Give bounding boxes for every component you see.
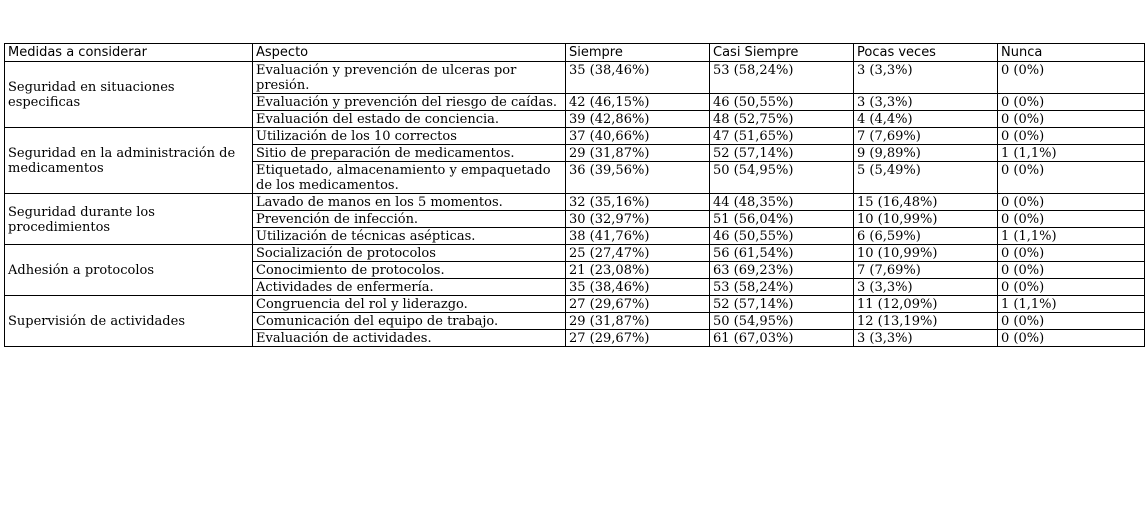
casi-siempre-cell: 44 (48,35%) <box>710 194 854 211</box>
header-aspect: Aspecto <box>253 44 566 62</box>
measure-cell: Seguridad en situaciones especificas <box>5 62 253 128</box>
measure-cell: Seguridad durante los procedimientos <box>5 194 253 245</box>
table-row <box>5 194 1145 211</box>
siempre-cell: 25 (27,47%) <box>566 245 710 262</box>
aspect-cell: Lavado de manos en los 5 momentos. <box>253 194 566 211</box>
siempre-cell: 35 (38,46%) <box>566 279 710 296</box>
casi-siempre-cell: 61 (67,03%) <box>710 330 854 347</box>
siempre-cell: 42 (46,15%) <box>566 94 710 111</box>
header-siempre: Siempre <box>566 44 710 62</box>
casi-siempre-cell: 50 (54,95%) <box>710 162 854 194</box>
pocas-veces-cell: 11 (12,09%) <box>854 296 998 313</box>
casi-siempre-cell: 52 (57,14%) <box>710 296 854 313</box>
table-row <box>5 245 1145 262</box>
aspect-cell: Actividades de enfermería. <box>253 279 566 296</box>
pocas-veces-cell: 7 (7,69%) <box>854 128 998 145</box>
aspect-cell: Utilización de técnicas asépticas. <box>253 228 566 245</box>
aspect-cell: Comunicación del equipo de trabajo. <box>253 313 566 330</box>
siempre-cell: 30 (32,97%) <box>566 211 710 228</box>
casi-siempre-cell: 63 (69,23%) <box>710 262 854 279</box>
nunca-cell: 1 (1,1%) <box>998 296 1145 313</box>
header-nunca: Nunca <box>998 44 1145 62</box>
aspect-cell: Evaluación de actividades. <box>253 330 566 347</box>
nunca-cell: 0 (0%) <box>998 313 1145 330</box>
nunca-cell: 0 (0%) <box>998 62 1145 94</box>
table-row <box>5 296 1145 313</box>
nunca-cell: 0 (0%) <box>998 262 1145 279</box>
casi-siempre-cell: 56 (61,54%) <box>710 245 854 262</box>
aspect-cell: Conocimiento de protocolos. <box>253 262 566 279</box>
siempre-cell: 39 (42,86%) <box>566 111 710 128</box>
siempre-cell: 21 (23,08%) <box>566 262 710 279</box>
siempre-cell: 29 (31,87%) <box>566 145 710 162</box>
siempre-cell: 27 (29,67%) <box>566 296 710 313</box>
nunca-cell: 0 (0%) <box>998 128 1145 145</box>
casi-siempre-cell: 53 (58,24%) <box>710 279 854 296</box>
pocas-veces-cell: 10 (10,99%) <box>854 245 998 262</box>
aspect-cell: Evaluación del estado de conciencia. <box>253 111 566 128</box>
table-row <box>5 62 1145 94</box>
header-casi-siempre: Casi Siempre <box>710 44 854 62</box>
aspect-cell: Sitio de preparación de medicamentos. <box>253 145 566 162</box>
siempre-cell: 32 (35,16%) <box>566 194 710 211</box>
aspect-cell: Etiquetado, almacenamiento y empaquetado de los medicamentos. <box>253 162 566 194</box>
casi-siempre-cell: 50 (54,95%) <box>710 313 854 330</box>
pocas-veces-cell: 3 (3,3%) <box>854 279 998 296</box>
siempre-cell: 37 (40,66%) <box>566 128 710 145</box>
pocas-veces-cell: 5 (5,49%) <box>854 162 998 194</box>
nunca-cell: 0 (0%) <box>998 94 1145 111</box>
nunca-cell: 0 (0%) <box>998 111 1145 128</box>
pocas-veces-cell: 15 (16,48%) <box>854 194 998 211</box>
pocas-veces-cell: 9 (9,89%) <box>854 145 998 162</box>
aspect-cell: Evaluación y prevención de ulceras por presión. <box>253 62 566 94</box>
siempre-cell: 36 (39,56%) <box>566 162 710 194</box>
casi-siempre-cell: 46 (50,55%) <box>710 228 854 245</box>
aspect-cell: Evaluación y prevención del riesgo de caídas. <box>253 94 566 111</box>
nunca-cell: 0 (0%) <box>998 279 1145 296</box>
header-measures: Medidas a considerar <box>5 44 253 62</box>
siempre-cell: 29 (31,87%) <box>566 313 710 330</box>
pocas-veces-cell: 6 (6,59%) <box>854 228 998 245</box>
casi-siempre-cell: 53 (58,24%) <box>710 62 854 94</box>
pocas-veces-cell: 3 (3,3%) <box>854 62 998 94</box>
casi-siempre-cell: 52 (57,14%) <box>710 145 854 162</box>
measure-cell: Supervisión de actividades <box>5 296 253 347</box>
nunca-cell: 1 (1,1%) <box>998 145 1145 162</box>
siempre-cell: 27 (29,67%) <box>566 330 710 347</box>
header-pocas-veces: Pocas veces <box>854 44 998 62</box>
casi-siempre-cell: 51 (56,04%) <box>710 211 854 228</box>
nunca-cell: 0 (0%) <box>998 211 1145 228</box>
pocas-veces-cell: 10 (10,99%) <box>854 211 998 228</box>
nunca-cell: 1 (1,1%) <box>998 228 1145 245</box>
siempre-cell: 38 (41,76%) <box>566 228 710 245</box>
aspect-cell: Congruencia del rol y liderazgo. <box>253 296 566 313</box>
nunca-cell: 0 (0%) <box>998 245 1145 262</box>
casi-siempre-cell: 48 (52,75%) <box>710 111 854 128</box>
casi-siempre-cell: 46 (50,55%) <box>710 94 854 111</box>
aspect-cell: Socialización de protocolos <box>253 245 566 262</box>
casi-siempre-cell: 47 (51,65%) <box>710 128 854 145</box>
pocas-veces-cell: 3 (3,3%) <box>854 330 998 347</box>
aspect-cell: Utilización de los 10 correctos <box>253 128 566 145</box>
aspect-cell: Prevención de infección. <box>253 211 566 228</box>
siempre-cell: 35 (38,46%) <box>566 62 710 94</box>
pocas-veces-cell: 7 (7,69%) <box>854 262 998 279</box>
table-header-row <box>5 44 1145 62</box>
measure-cell: Adhesión a protocolos <box>5 245 253 296</box>
nunca-cell: 0 (0%) <box>998 330 1145 347</box>
pocas-veces-cell: 12 (13,19%) <box>854 313 998 330</box>
nunca-cell: 0 (0%) <box>998 194 1145 211</box>
nunca-cell: 0 (0%) <box>998 162 1145 194</box>
pocas-veces-cell: 4 (4,4%) <box>854 111 998 128</box>
results-table <box>4 43 1145 347</box>
measure-cell: Seguridad en la administración de medicamentos <box>5 128 253 194</box>
table-row <box>5 128 1145 145</box>
pocas-veces-cell: 3 (3,3%) <box>854 94 998 111</box>
